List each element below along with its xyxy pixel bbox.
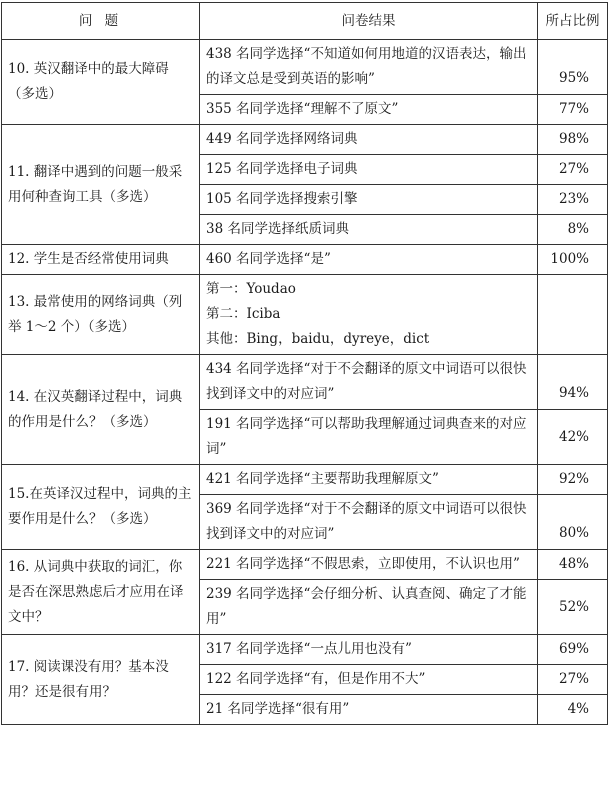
result-cell: 460 名同学选择“是” — [200, 245, 538, 275]
ratio-cell: 42% — [538, 410, 608, 465]
result-cell: 191 名同学选择“可以帮助我理解通过词典查来的对应词” — [200, 410, 538, 465]
table-row — [2, 465, 608, 495]
question-cell: 17. 阅读课没有用？基本没用？还是很有用？ — [2, 635, 200, 725]
ratio-cell: 80% — [538, 495, 608, 550]
question-cell: 10. 英汉翻译中的最大障碍（多选） — [2, 40, 200, 125]
ratio-cell: 27% — [538, 665, 608, 695]
table-row — [2, 40, 608, 95]
ratio-cell: 98% — [538, 125, 608, 155]
header-ratio: 所占比例 — [538, 3, 608, 40]
header-row — [2, 3, 608, 40]
question-cell: 16. 从词典中获取的词汇，你是否在深思熟虑后才应用在译文中？ — [2, 550, 200, 635]
result-line: 其他：Bing，baidu，dyreye，dict — [206, 331, 430, 347]
result-cell: 434 名同学选择“对于不会翻译的原文中词语可以很快找到译文中的对应词” — [200, 355, 538, 410]
table-row — [2, 550, 608, 580]
ratio-cell: 77% — [538, 95, 608, 125]
table-row — [2, 125, 608, 155]
result-cell: 438 名同学选择“不知道如何用地道的汉语表达，输出的译文总是受到英语的影响” — [200, 40, 538, 95]
ratio-cell: 27% — [538, 155, 608, 185]
table-row — [2, 355, 608, 410]
ratio-cell: 8% — [538, 215, 608, 245]
question-cell: 12. 学生是否经常使用词典 — [2, 245, 200, 275]
result-cell — [200, 275, 538, 355]
survey-table — [1, 2, 608, 725]
result-cell: 105 名同学选择搜索引擎 — [200, 185, 538, 215]
ratio-cell: 92% — [538, 465, 608, 495]
ratio-cell: 52% — [538, 580, 608, 635]
result-cell: 369 名同学选择“对于不会翻译的原文中词语可以很快找到译文中的对应词” — [200, 495, 538, 550]
result-cell: 21 名同学选择“很有用” — [200, 695, 538, 725]
ratio-cell: 100% — [538, 245, 608, 275]
ratio-cell: 94% — [538, 355, 608, 410]
result-cell: 317 名同学选择“一点儿用也没有” — [200, 635, 538, 665]
ratio-cell: 48% — [538, 550, 608, 580]
result-line: 第二：Iciba — [206, 306, 281, 322]
result-cell: 421 名同学选择“主要帮助我理解原文” — [200, 465, 538, 495]
question-cell: 14. 在汉英翻译过程中，词典的作用是什么？（多选） — [2, 355, 200, 465]
ratio-cell: 4% — [538, 695, 608, 725]
table-row — [2, 245, 608, 275]
header-result: 问卷结果 — [200, 3, 538, 40]
table-row — [2, 275, 608, 355]
question-cell: 15.在英译汉过程中，词典的主要作用是什么？（多选） — [2, 465, 200, 550]
ratio-cell: 23% — [538, 185, 608, 215]
question-cell: 11. 翻译中遇到的问题一般采用何种查询工具（多选） — [2, 125, 200, 245]
result-cell: 355 名同学选择“理解不了原文” — [200, 95, 538, 125]
result-cell: 38 名同学选择纸质词典 — [200, 215, 538, 245]
table-row — [2, 635, 608, 665]
question-cell: 13. 最常使用的网络词典（列举 1～2 个）（多选） — [2, 275, 200, 355]
header-question: 问 题 — [2, 3, 200, 40]
ratio-cell — [538, 275, 608, 355]
result-cell: 239 名同学选择“会仔细分析、认真查阅、确定了才能用” — [200, 580, 538, 635]
result-cell: 449 名同学选择网络词典 — [200, 125, 538, 155]
result-cell: 122 名同学选择“有，但是作用不大” — [200, 665, 538, 695]
table-body — [2, 40, 608, 725]
ratio-cell: 69% — [538, 635, 608, 665]
result-cell: 221 名同学选择“不假思索，立即使用，不认识也用” — [200, 550, 538, 580]
result-cell: 125 名同学选择电子词典 — [200, 155, 538, 185]
ratio-cell: 95% — [538, 40, 608, 95]
result-line: 第一：Youdao — [206, 281, 296, 297]
